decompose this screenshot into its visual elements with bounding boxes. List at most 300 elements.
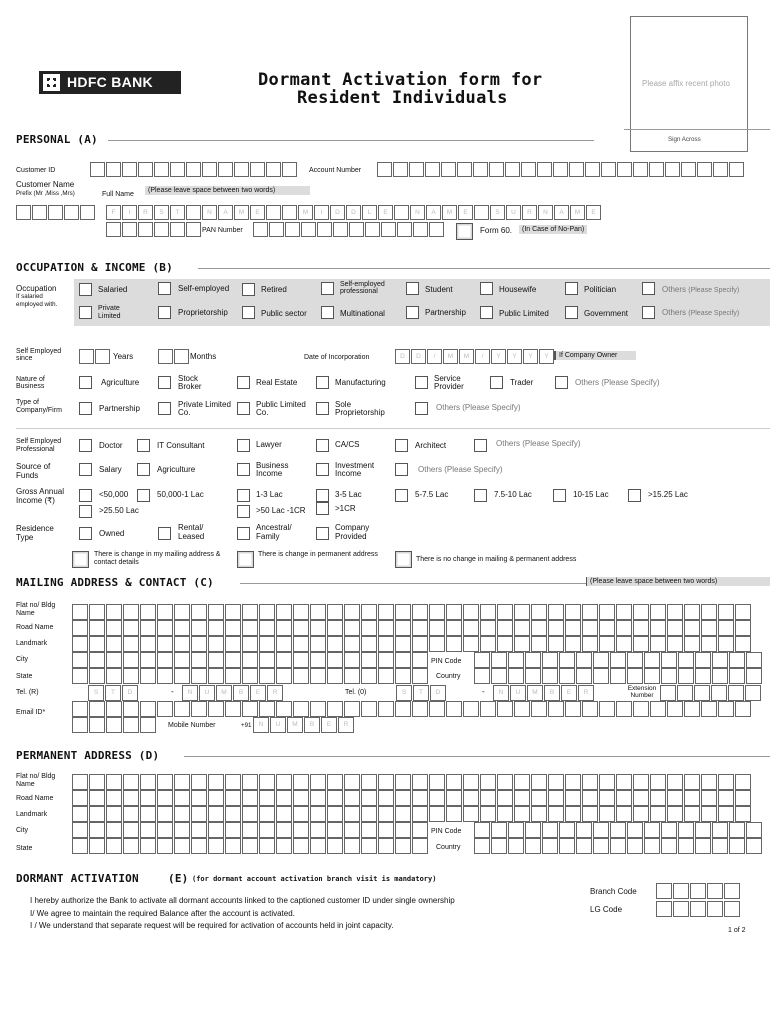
grid-cell[interactable] bbox=[395, 790, 411, 806]
grid-cell[interactable] bbox=[718, 701, 734, 717]
grid-cell[interactable] bbox=[412, 620, 428, 636]
grid-cell[interactable]: A bbox=[218, 205, 233, 220]
grid-cell[interactable] bbox=[191, 806, 207, 822]
grid-cell[interactable] bbox=[89, 701, 105, 717]
grid-cell[interactable] bbox=[378, 636, 394, 652]
grid-cell[interactable] bbox=[259, 838, 275, 854]
grid-cell[interactable] bbox=[344, 790, 360, 806]
grid-cell[interactable] bbox=[208, 636, 224, 652]
grid-cell[interactable]: S bbox=[396, 685, 412, 701]
grid-cell[interactable] bbox=[327, 652, 343, 668]
grid-cell[interactable] bbox=[89, 620, 105, 636]
grid-cell[interactable] bbox=[310, 774, 326, 790]
grid-cell[interactable] bbox=[89, 604, 105, 620]
grid-cell[interactable] bbox=[650, 620, 666, 636]
grid-cell[interactable] bbox=[242, 604, 258, 620]
grid-cell[interactable] bbox=[559, 652, 575, 668]
grid-cell[interactable] bbox=[491, 652, 507, 668]
grid-cell[interactable] bbox=[463, 790, 479, 806]
grid-cell[interactable] bbox=[525, 668, 541, 684]
self-employed-checkbox[interactable] bbox=[158, 282, 171, 295]
grid-cell[interactable] bbox=[89, 652, 105, 668]
grid-cell[interactable] bbox=[395, 806, 411, 822]
grid-cell[interactable] bbox=[718, 806, 734, 822]
grid-cell[interactable] bbox=[616, 790, 632, 806]
grid-cell[interactable] bbox=[548, 790, 564, 806]
grid-cell[interactable] bbox=[746, 652, 762, 668]
grid-cell[interactable] bbox=[412, 838, 428, 854]
grid-cell[interactable] bbox=[293, 822, 309, 838]
grid-cell[interactable] bbox=[378, 604, 394, 620]
grid-cell[interactable]: Y bbox=[539, 349, 554, 364]
mail-flat-grid[interactable] bbox=[72, 604, 752, 620]
grid-cell[interactable] bbox=[106, 701, 122, 717]
grid-cell[interactable] bbox=[259, 701, 275, 717]
agriculture-nature-checkbox[interactable] bbox=[79, 376, 92, 389]
grid-cell[interactable] bbox=[72, 668, 88, 684]
grid-cell[interactable] bbox=[140, 636, 156, 652]
grid-cell[interactable] bbox=[208, 774, 224, 790]
grid-cell[interactable] bbox=[650, 806, 666, 822]
grid-cell[interactable] bbox=[106, 604, 122, 620]
grid-cell[interactable] bbox=[548, 620, 564, 636]
mail-road-grid[interactable] bbox=[72, 620, 752, 636]
grid-cell[interactable] bbox=[701, 701, 717, 717]
grid-cell[interactable] bbox=[474, 668, 490, 684]
change-mailing-checkbox[interactable] bbox=[72, 551, 89, 568]
grid-cell[interactable] bbox=[361, 774, 377, 790]
grid-cell[interactable] bbox=[208, 668, 224, 684]
grid-cell[interactable] bbox=[542, 838, 558, 854]
grid-cell[interactable] bbox=[72, 790, 88, 806]
grid-cell[interactable] bbox=[395, 668, 411, 684]
grid-cell[interactable] bbox=[394, 205, 409, 220]
grid-cell[interactable]: D bbox=[411, 349, 426, 364]
grid-cell[interactable]: D bbox=[122, 685, 138, 701]
grid-cell[interactable] bbox=[531, 806, 547, 822]
grid-cell[interactable]: B bbox=[544, 685, 560, 701]
grid-cell[interactable] bbox=[463, 636, 479, 652]
grid-cell[interactable] bbox=[140, 668, 156, 684]
grid-cell[interactable] bbox=[582, 790, 598, 806]
multinational-checkbox[interactable] bbox=[321, 306, 334, 319]
agriculture-source-checkbox[interactable] bbox=[137, 463, 150, 476]
tel-r-number-grid[interactable] bbox=[182, 685, 284, 701]
grid-cell[interactable]: B bbox=[304, 717, 320, 733]
grid-cell[interactable] bbox=[712, 652, 728, 668]
income-gt50l-1cr-checkbox[interactable] bbox=[237, 505, 250, 518]
grid-cell[interactable]: E bbox=[250, 205, 265, 220]
grid-cell[interactable]: N bbox=[493, 685, 509, 701]
mail-landmark-grid[interactable] bbox=[72, 636, 752, 652]
grid-cell[interactable] bbox=[378, 838, 394, 854]
ancestral-checkbox[interactable] bbox=[237, 527, 250, 540]
grid-cell[interactable] bbox=[310, 806, 326, 822]
grid-cell[interactable]: I bbox=[314, 205, 329, 220]
grid-cell[interactable] bbox=[174, 604, 190, 620]
ca-cs-checkbox[interactable] bbox=[316, 439, 329, 452]
grid-cell[interactable] bbox=[208, 790, 224, 806]
grid-cell[interactable] bbox=[474, 205, 489, 220]
grid-cell[interactable] bbox=[610, 838, 626, 854]
grid-cell[interactable]: Y bbox=[491, 349, 506, 364]
grid-cell[interactable] bbox=[531, 790, 547, 806]
grid-cell[interactable] bbox=[174, 822, 190, 838]
grid-cell[interactable] bbox=[276, 838, 292, 854]
grid-cell[interactable]: Y bbox=[507, 349, 522, 364]
grid-cell[interactable] bbox=[446, 806, 462, 822]
grid-cell[interactable] bbox=[508, 668, 524, 684]
grid-cell[interactable] bbox=[361, 806, 377, 822]
grid-cell[interactable] bbox=[480, 636, 496, 652]
grid-cell[interactable] bbox=[344, 806, 360, 822]
grid-cell[interactable] bbox=[684, 701, 700, 717]
grid-cell[interactable] bbox=[582, 636, 598, 652]
grid-cell[interactable] bbox=[576, 668, 592, 684]
grid-cell[interactable] bbox=[599, 701, 615, 717]
grid-cell[interactable] bbox=[361, 790, 377, 806]
grid-cell[interactable] bbox=[695, 668, 711, 684]
grid-cell[interactable] bbox=[157, 774, 173, 790]
retired-checkbox[interactable] bbox=[242, 283, 255, 296]
grid-cell[interactable] bbox=[650, 790, 666, 806]
account-number-grid[interactable] bbox=[377, 162, 745, 177]
grid-cell[interactable]: I bbox=[122, 205, 137, 220]
grid-cell[interactable] bbox=[361, 620, 377, 636]
grid-cell[interactable] bbox=[293, 652, 309, 668]
grid-cell[interactable] bbox=[650, 701, 666, 717]
grid-cell[interactable] bbox=[157, 620, 173, 636]
grid-cell[interactable] bbox=[429, 636, 445, 652]
grid-cell[interactable] bbox=[735, 774, 751, 790]
grid-cell[interactable] bbox=[395, 838, 411, 854]
lg-code-grid[interactable] bbox=[656, 901, 741, 917]
grid-cell[interactable] bbox=[225, 620, 241, 636]
grid-cell[interactable] bbox=[582, 620, 598, 636]
grid-cell[interactable] bbox=[259, 668, 275, 684]
grid-cell[interactable] bbox=[106, 790, 122, 806]
grid-cell[interactable] bbox=[661, 838, 677, 854]
grid-cell[interactable] bbox=[276, 652, 292, 668]
perm-landmark-grid[interactable] bbox=[72, 806, 752, 822]
grid-cell[interactable] bbox=[242, 620, 258, 636]
perm-country-grid[interactable] bbox=[474, 838, 763, 854]
private-limited-checkbox[interactable] bbox=[79, 306, 92, 319]
grid-cell[interactable] bbox=[684, 604, 700, 620]
grid-cell[interactable] bbox=[327, 790, 343, 806]
grid-cell[interactable] bbox=[361, 652, 377, 668]
grid-cell[interactable] bbox=[746, 822, 762, 838]
perm-city-grid[interactable] bbox=[72, 822, 429, 838]
grid-cell[interactable] bbox=[157, 838, 173, 854]
grid-cell[interactable] bbox=[627, 668, 643, 684]
grid-cell[interactable] bbox=[106, 652, 122, 668]
grid-cell[interactable] bbox=[525, 838, 541, 854]
grid-cell[interactable] bbox=[276, 620, 292, 636]
grid-cell[interactable] bbox=[616, 604, 632, 620]
grid-cell[interactable] bbox=[497, 790, 513, 806]
grid-cell[interactable] bbox=[735, 604, 751, 620]
grid-cell[interactable] bbox=[140, 701, 156, 717]
grid-cell[interactable] bbox=[378, 790, 394, 806]
grid-cell[interactable] bbox=[72, 701, 88, 717]
grid-cell[interactable] bbox=[542, 668, 558, 684]
grid-cell[interactable] bbox=[644, 838, 660, 854]
grid-cell[interactable] bbox=[123, 701, 139, 717]
grid-cell[interactable] bbox=[446, 636, 462, 652]
housewife-checkbox[interactable] bbox=[480, 282, 493, 295]
grid-cell[interactable]: S bbox=[154, 205, 169, 220]
grid-cell[interactable] bbox=[327, 668, 343, 684]
grid-cell[interactable] bbox=[480, 604, 496, 620]
grid-cell[interactable] bbox=[616, 774, 632, 790]
grid-cell[interactable] bbox=[259, 604, 275, 620]
grid-cell[interactable] bbox=[123, 636, 139, 652]
grid-cell[interactable] bbox=[72, 652, 88, 668]
grid-cell[interactable] bbox=[644, 668, 660, 684]
grid-cell[interactable] bbox=[735, 701, 751, 717]
grid-cell[interactable] bbox=[514, 806, 530, 822]
grid-cell[interactable] bbox=[593, 668, 609, 684]
grid-cell[interactable] bbox=[531, 604, 547, 620]
grid-cell[interactable] bbox=[327, 838, 343, 854]
grid-cell[interactable] bbox=[565, 636, 581, 652]
grid-cell[interactable] bbox=[191, 636, 207, 652]
grid-cell[interactable] bbox=[446, 620, 462, 636]
others-checkbox-1[interactable] bbox=[642, 282, 655, 295]
grid-cell[interactable] bbox=[667, 620, 683, 636]
grid-cell[interactable] bbox=[429, 604, 445, 620]
grid-cell[interactable] bbox=[667, 790, 683, 806]
grid-cell[interactable] bbox=[446, 774, 462, 790]
grid-cell[interactable] bbox=[412, 790, 428, 806]
grid-cell[interactable] bbox=[616, 806, 632, 822]
grid-cell[interactable]: A bbox=[426, 205, 441, 220]
grid-cell[interactable] bbox=[701, 790, 717, 806]
grid-cell[interactable]: D bbox=[430, 685, 446, 701]
grid-cell[interactable] bbox=[378, 806, 394, 822]
grid-cell[interactable] bbox=[89, 838, 105, 854]
grid-cell[interactable] bbox=[463, 620, 479, 636]
income-gt25-50l-checkbox[interactable] bbox=[79, 505, 92, 518]
grid-cell[interactable]: / bbox=[475, 349, 490, 364]
it-consultant-checkbox[interactable] bbox=[137, 439, 150, 452]
investment-income-checkbox[interactable] bbox=[316, 463, 329, 476]
grid-cell[interactable] bbox=[310, 636, 326, 652]
grid-cell[interactable] bbox=[157, 636, 173, 652]
grid-cell[interactable] bbox=[593, 652, 609, 668]
grid-cell[interactable] bbox=[123, 774, 139, 790]
grid-cell[interactable] bbox=[684, 636, 700, 652]
grid-cell[interactable] bbox=[89, 668, 105, 684]
grid-cell[interactable] bbox=[718, 604, 734, 620]
grid-cell[interactable] bbox=[72, 636, 88, 652]
grid-cell[interactable]: T bbox=[413, 685, 429, 701]
grid-cell[interactable] bbox=[633, 701, 649, 717]
grid-cell[interactable] bbox=[123, 806, 139, 822]
grid-cell[interactable] bbox=[667, 604, 683, 620]
grid-cell[interactable] bbox=[191, 668, 207, 684]
mail-city-grid[interactable] bbox=[72, 652, 429, 668]
grid-cell[interactable] bbox=[327, 636, 343, 652]
grid-cell[interactable]: N bbox=[202, 205, 217, 220]
grid-cell[interactable] bbox=[378, 701, 394, 717]
grid-cell[interactable] bbox=[661, 668, 677, 684]
grid-cell[interactable]: S bbox=[88, 685, 104, 701]
grid-cell[interactable] bbox=[395, 636, 411, 652]
grid-cell[interactable] bbox=[72, 838, 88, 854]
grid-cell[interactable] bbox=[276, 806, 292, 822]
grid-cell[interactable] bbox=[72, 806, 88, 822]
grid-cell[interactable] bbox=[474, 822, 490, 838]
grid-cell[interactable]: U bbox=[506, 205, 521, 220]
grid-cell[interactable] bbox=[729, 668, 745, 684]
grid-cell[interactable] bbox=[474, 652, 490, 668]
grid-cell[interactable] bbox=[242, 774, 258, 790]
grid-cell[interactable] bbox=[667, 806, 683, 822]
grid-cell[interactable] bbox=[174, 668, 190, 684]
grid-cell[interactable] bbox=[582, 774, 598, 790]
grid-cell[interactable]: A bbox=[554, 205, 569, 220]
grid-cell[interactable] bbox=[474, 838, 490, 854]
grid-cell[interactable]: U bbox=[510, 685, 526, 701]
email-grid-row2[interactable] bbox=[72, 717, 157, 733]
grid-cell[interactable]: L bbox=[362, 205, 377, 220]
grid-cell[interactable] bbox=[157, 604, 173, 620]
grid-cell[interactable] bbox=[531, 701, 547, 717]
grid-cell[interactable]: E bbox=[321, 717, 337, 733]
grid-cell[interactable] bbox=[174, 838, 190, 854]
grid-cell[interactable] bbox=[242, 701, 258, 717]
grid-cell[interactable] bbox=[310, 620, 326, 636]
grid-cell[interactable]: R bbox=[522, 205, 537, 220]
grid-cell[interactable]: M bbox=[442, 205, 457, 220]
grid-cell[interactable] bbox=[395, 701, 411, 717]
grid-cell[interactable] bbox=[310, 790, 326, 806]
grid-cell[interactable] bbox=[225, 790, 241, 806]
grid-cell[interactable] bbox=[276, 790, 292, 806]
grid-cell[interactable]: R bbox=[338, 717, 354, 733]
grid-cell[interactable] bbox=[497, 806, 513, 822]
grid-cell[interactable] bbox=[225, 774, 241, 790]
grid-cell[interactable] bbox=[361, 604, 377, 620]
grid-cell[interactable] bbox=[480, 701, 496, 717]
salary-checkbox[interactable] bbox=[79, 463, 92, 476]
grid-cell[interactable] bbox=[412, 636, 428, 652]
grid-cell[interactable] bbox=[678, 822, 694, 838]
grid-cell[interactable] bbox=[293, 790, 309, 806]
grid-cell[interactable] bbox=[395, 652, 411, 668]
grid-cell[interactable] bbox=[684, 790, 700, 806]
grid-cell[interactable] bbox=[695, 652, 711, 668]
grid-cell[interactable] bbox=[565, 774, 581, 790]
grid-cell[interactable] bbox=[208, 701, 224, 717]
architect-checkbox[interactable] bbox=[395, 439, 408, 452]
grid-cell[interactable] bbox=[276, 774, 292, 790]
grid-cell[interactable] bbox=[327, 806, 343, 822]
grid-cell[interactable] bbox=[242, 838, 258, 854]
grid-cell[interactable] bbox=[106, 717, 122, 733]
grid-cell[interactable] bbox=[650, 604, 666, 620]
grid-cell[interactable] bbox=[548, 604, 564, 620]
months-grid[interactable] bbox=[158, 349, 190, 364]
grid-cell[interactable] bbox=[106, 636, 122, 652]
grid-cell[interactable] bbox=[548, 806, 564, 822]
tel-o-std-grid[interactable] bbox=[396, 685, 447, 701]
grid-cell[interactable] bbox=[559, 668, 575, 684]
grid-cell[interactable] bbox=[89, 636, 105, 652]
grid-cell[interactable] bbox=[72, 774, 88, 790]
grid-cell[interactable] bbox=[746, 668, 762, 684]
lawyer-checkbox[interactable] bbox=[237, 439, 250, 452]
grid-cell[interactable] bbox=[276, 701, 292, 717]
grid-cell[interactable] bbox=[242, 806, 258, 822]
grid-cell[interactable] bbox=[582, 604, 598, 620]
grid-cell[interactable] bbox=[174, 806, 190, 822]
grid-cell[interactable] bbox=[276, 604, 292, 620]
income-10-15l-checkbox[interactable] bbox=[553, 489, 566, 502]
grid-cell[interactable] bbox=[508, 822, 524, 838]
grid-cell[interactable] bbox=[616, 620, 632, 636]
grid-cell[interactable] bbox=[225, 604, 241, 620]
grid-cell[interactable] bbox=[378, 620, 394, 636]
grid-cell[interactable] bbox=[667, 636, 683, 652]
grid-cell[interactable]: U bbox=[199, 685, 215, 701]
grid-cell[interactable] bbox=[191, 774, 207, 790]
grid-cell[interactable] bbox=[395, 620, 411, 636]
perm-pin-grid[interactable] bbox=[474, 822, 763, 838]
grid-cell[interactable] bbox=[429, 790, 445, 806]
grid-cell[interactable] bbox=[463, 806, 479, 822]
grid-cell[interactable] bbox=[174, 701, 190, 717]
grid-cell[interactable] bbox=[106, 822, 122, 838]
grid-cell[interactable] bbox=[140, 822, 156, 838]
grid-cell[interactable] bbox=[344, 838, 360, 854]
grid-cell[interactable] bbox=[412, 701, 428, 717]
grid-cell[interactable] bbox=[344, 668, 360, 684]
grid-cell[interactable] bbox=[225, 668, 241, 684]
grid-cell[interactable] bbox=[259, 806, 275, 822]
grid-cell[interactable] bbox=[259, 636, 275, 652]
grid-cell[interactable]: Y bbox=[523, 349, 538, 364]
grid-cell[interactable] bbox=[208, 838, 224, 854]
grid-cell[interactable] bbox=[140, 652, 156, 668]
grid-cell[interactable] bbox=[599, 636, 615, 652]
grid-cell[interactable] bbox=[633, 604, 649, 620]
grid-cell[interactable] bbox=[446, 701, 462, 717]
grid-cell[interactable] bbox=[225, 636, 241, 652]
income-5-75l-checkbox[interactable] bbox=[395, 489, 408, 502]
grid-cell[interactable] bbox=[378, 668, 394, 684]
grid-cell[interactable] bbox=[191, 604, 207, 620]
rental-checkbox[interactable] bbox=[158, 527, 171, 540]
grid-cell[interactable]: M bbox=[443, 349, 458, 364]
grid-cell[interactable]: F bbox=[106, 205, 121, 220]
grid-cell[interactable] bbox=[208, 620, 224, 636]
grid-cell[interactable] bbox=[361, 838, 377, 854]
grid-cell[interactable] bbox=[650, 774, 666, 790]
grid-cell[interactable] bbox=[191, 838, 207, 854]
grid-cell[interactable] bbox=[542, 652, 558, 668]
grid-cell[interactable]: E bbox=[561, 685, 577, 701]
proprietorship-checkbox[interactable] bbox=[158, 306, 171, 319]
grid-cell[interactable] bbox=[89, 822, 105, 838]
grid-cell[interactable] bbox=[480, 620, 496, 636]
grid-cell[interactable]: R bbox=[138, 205, 153, 220]
grid-cell[interactable]: T bbox=[105, 685, 121, 701]
grid-cell[interactable] bbox=[531, 774, 547, 790]
grid-cell[interactable] bbox=[395, 822, 411, 838]
